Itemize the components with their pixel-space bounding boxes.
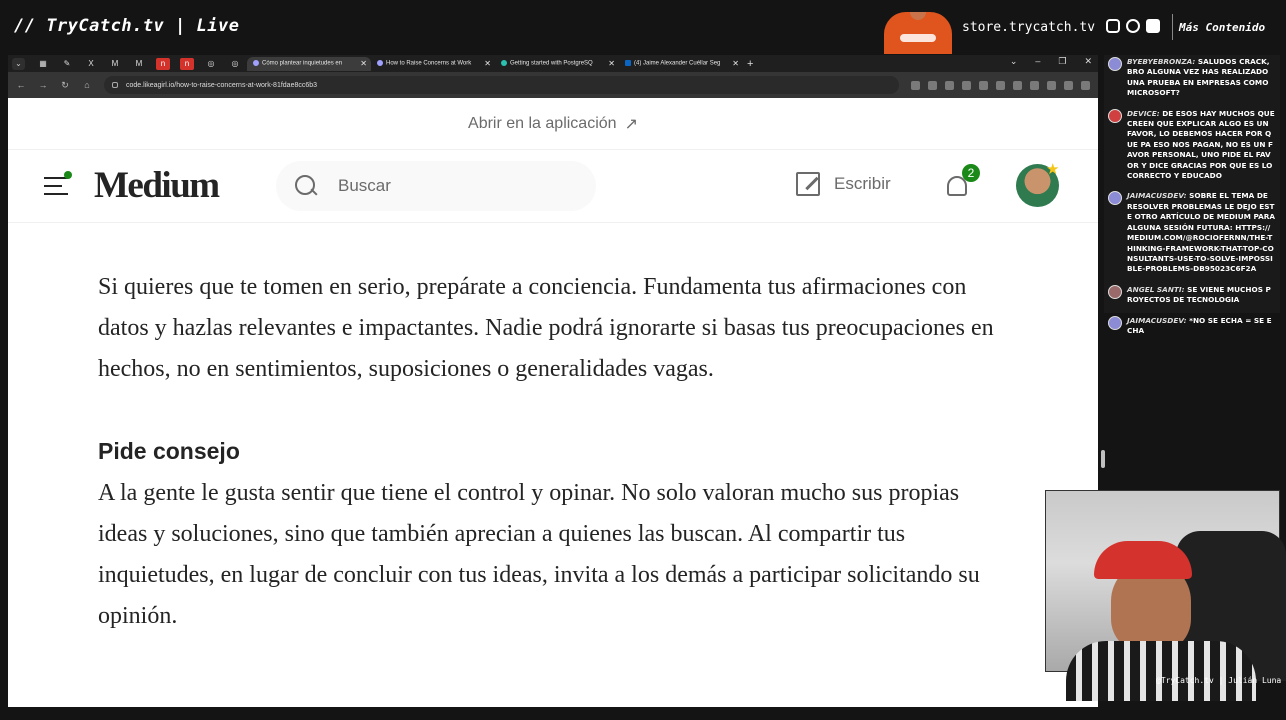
tab-search-button[interactable]: ⌄ bbox=[12, 58, 25, 70]
tab-active[interactable]: Cómo plantear inquietudes en ✕ bbox=[247, 57, 371, 71]
postgres-favicon-icon bbox=[501, 60, 507, 66]
chat-user: DEVICE: bbox=[1127, 108, 1160, 118]
pinned-tab-globe2[interactable]: ◎ bbox=[231, 58, 239, 68]
instagram-icon bbox=[1106, 19, 1120, 33]
forward-icon[interactable]: → bbox=[38, 80, 48, 90]
webcam-feed bbox=[1045, 490, 1280, 672]
social-icons bbox=[1106, 19, 1160, 33]
pinned-tab-feather[interactable]: ✎ bbox=[63, 58, 71, 68]
close-window-icon[interactable]: ✕ bbox=[1084, 56, 1092, 66]
minimize-icon[interactable]: – bbox=[1035, 56, 1041, 66]
extension-icon[interactable] bbox=[996, 81, 1005, 90]
close-icon[interactable]: ✕ bbox=[732, 58, 739, 68]
write-button[interactable] bbox=[796, 172, 891, 196]
tab-linkedin[interactable]: (4) Jaime Alexander Cuéllar Seg ✕ bbox=[619, 57, 743, 71]
tab-bar bbox=[8, 55, 1098, 72]
notification-badge: 2 bbox=[962, 164, 980, 182]
search-icon bbox=[294, 174, 318, 198]
chat-message bbox=[1104, 314, 1280, 339]
chat-text: SALUDOS CRACK, BRO ALGUNA VEZ HAS REALIZADO UNA PRUEBA EN EMPRESAS COMO MICROSOFT? bbox=[1127, 57, 1270, 98]
medium-header bbox=[8, 150, 1098, 223]
chat-avatar bbox=[1108, 316, 1122, 330]
chat-user: JAIMACUSDEV: bbox=[1127, 191, 1187, 201]
paragraph: A la gente le gusta sentir que tiene el control y opinar. No solo valoran mucho sus propias ideas y soluciones, sino que también aprecian a quienes las buscan. Al compartir tus inquietudes, en lugar de concluir con tus ideas, invita a los demás a participar solicitando su opinión. bbox=[98, 480, 980, 629]
extensions-bar bbox=[911, 81, 1090, 90]
extension-icon[interactable] bbox=[1030, 81, 1039, 90]
divider bbox=[1172, 14, 1173, 40]
close-icon[interactable]: ✕ bbox=[608, 58, 615, 68]
medium-favicon-icon bbox=[253, 60, 259, 66]
open-in-app-label: Abrir en la aplicación bbox=[468, 114, 617, 132]
stream-title: // TryCatch.tv | Live bbox=[14, 16, 240, 36]
more-content-label: Más Contenido bbox=[1179, 21, 1266, 34]
pinned-tab-x[interactable]: X bbox=[88, 58, 94, 68]
write-label: Escribir bbox=[834, 174, 891, 193]
url-field[interactable] bbox=[104, 76, 899, 94]
merch-shirt-image bbox=[884, 12, 952, 54]
live-chat bbox=[1104, 55, 1280, 335]
scrollbar[interactable] bbox=[1101, 450, 1105, 468]
back-icon[interactable]: ← bbox=[16, 80, 26, 90]
chat-avatar bbox=[1108, 191, 1122, 205]
chat-text: SOBRE EL TEMA DE RESOLVER PROBLEMAS LE DEJO ESTE OTRO ARTÍCULO DE MEDIUM PARA ALGUNA SESIÓN FUTURA: HTTPS://MEDIUM.COM/@ROCIOFERNN/THE-THINKING-FRAMEWORK-THAT-TOP-CONSULTANTS-USE-TO-SOLVE-IMPOSSIBLE-PROBLEMS-DB95023C6F2A bbox=[1127, 191, 1276, 274]
home-icon[interactable]: ⌂ bbox=[84, 80, 90, 90]
chat-avatar bbox=[1108, 57, 1122, 71]
reload-icon[interactable]: ↻ bbox=[61, 79, 69, 90]
menu-icon[interactable] bbox=[44, 177, 70, 195]
extension-icon[interactable] bbox=[1013, 81, 1022, 90]
search-box[interactable] bbox=[276, 161, 596, 211]
chat-user: JAIMACUSDEV: bbox=[1127, 315, 1187, 325]
address-bar bbox=[8, 72, 1098, 98]
write-icon bbox=[796, 172, 820, 196]
new-tab-button[interactable]: + bbox=[747, 57, 754, 70]
pinned-tab-m2[interactable]: M bbox=[135, 58, 143, 68]
chat-text: *NO SE ECHA = SE ECHA bbox=[1127, 315, 1272, 335]
tab-postgres[interactable]: Getting started with PostgreSQ ✕ bbox=[495, 57, 619, 71]
zoom-icon[interactable] bbox=[928, 81, 937, 90]
medium-logo[interactable]: Medium bbox=[94, 165, 219, 206]
webcam-caption: @TryCatch.tv | Julián Luna bbox=[1156, 676, 1282, 685]
chat-avatar bbox=[1108, 109, 1122, 123]
store-url: store.trycatch.tv bbox=[962, 20, 1096, 35]
puzzle-icon[interactable] bbox=[1047, 81, 1056, 90]
pinned-tab-n2[interactable]: n bbox=[180, 58, 194, 70]
pinned-tab-grid[interactable]: ▦ bbox=[39, 58, 47, 68]
open-in-app-banner[interactable] bbox=[8, 98, 1098, 150]
chat-message bbox=[1104, 107, 1280, 184]
chat-message bbox=[1104, 283, 1280, 308]
member-star-icon: ★ bbox=[1046, 161, 1060, 178]
profile-icon[interactable] bbox=[1064, 81, 1073, 90]
chat-user: BYEBYEBRONZA: bbox=[1127, 57, 1196, 66]
chat-text: DE ESOS HAY MUCHOS QUE CREEN QUE EXPLICAR ALGO ES UN FAVOR, LO DEBEMOS HACER POR QUE PA ESO NOS PAGAN, NO ES UN FAVOR PERSONAL, UNO PIDE EL FAVOR Y DICE GRACIAS POR QUE ES LO CORRECTO Y EDUCADO bbox=[1127, 108, 1275, 181]
maximize-icon[interactable]: ❐ bbox=[1058, 56, 1067, 66]
pinned-tab-globe1[interactable]: ◎ bbox=[207, 58, 215, 68]
pinned-tab-m1[interactable]: M bbox=[111, 58, 119, 68]
article-body bbox=[98, 267, 998, 637]
chat-text: SE VIENE MUCHOS PROYECTOS DE TECNOLOGIA bbox=[1127, 284, 1271, 305]
tab-list-icon[interactable]: ⌄ bbox=[1009, 56, 1018, 66]
url-text: code.likeagirl.io/how-to-raise-concerns-at-work-81fdae8cc6b3 bbox=[126, 81, 318, 89]
notifications-button[interactable] bbox=[942, 166, 975, 202]
medium-favicon-icon bbox=[377, 60, 383, 66]
linkedin-favicon-icon bbox=[625, 60, 631, 66]
chat-user: ANGEL SANTI: bbox=[1127, 284, 1185, 294]
search-input[interactable] bbox=[338, 176, 558, 196]
site-info-icon[interactable] bbox=[112, 82, 118, 88]
close-icon[interactable]: ✕ bbox=[484, 58, 491, 68]
stream-header bbox=[0, 0, 1280, 55]
pinned-tab-n1[interactable]: n bbox=[156, 58, 170, 70]
chat-message bbox=[1104, 55, 1280, 101]
bookmark-star-icon[interactable] bbox=[945, 81, 954, 90]
youtube-icon bbox=[1146, 19, 1160, 33]
browser-window bbox=[8, 55, 1098, 707]
tab-how-to-raise[interactable]: How to Raise Concerns at Work ✕ bbox=[371, 57, 495, 71]
translate-icon[interactable] bbox=[911, 81, 920, 90]
section-heading: Pide consejo bbox=[98, 438, 240, 464]
window-controls bbox=[1010, 56, 1092, 67]
chat-message bbox=[1104, 189, 1280, 276]
arrow-up-right-icon: ↗ bbox=[624, 115, 638, 133]
tiktok-icon bbox=[1126, 19, 1140, 33]
extension-pen-icon[interactable] bbox=[962, 81, 971, 90]
chat-avatar bbox=[1108, 285, 1122, 299]
menu-icon[interactable] bbox=[1081, 81, 1090, 90]
close-icon[interactable]: ✕ bbox=[360, 58, 367, 68]
paragraph: Si quieres que te tomen en serio, prepárate a conciencia. Fundamenta tus afirmaciones con datos y hazlas relevantes e impactantes. Nadie podrá ignorarte si basas tus preocupaciones en hechos, no en sentimientos, suposiciones o generalidades vagas. bbox=[98, 274, 994, 382]
extension-icon[interactable] bbox=[979, 81, 988, 90]
